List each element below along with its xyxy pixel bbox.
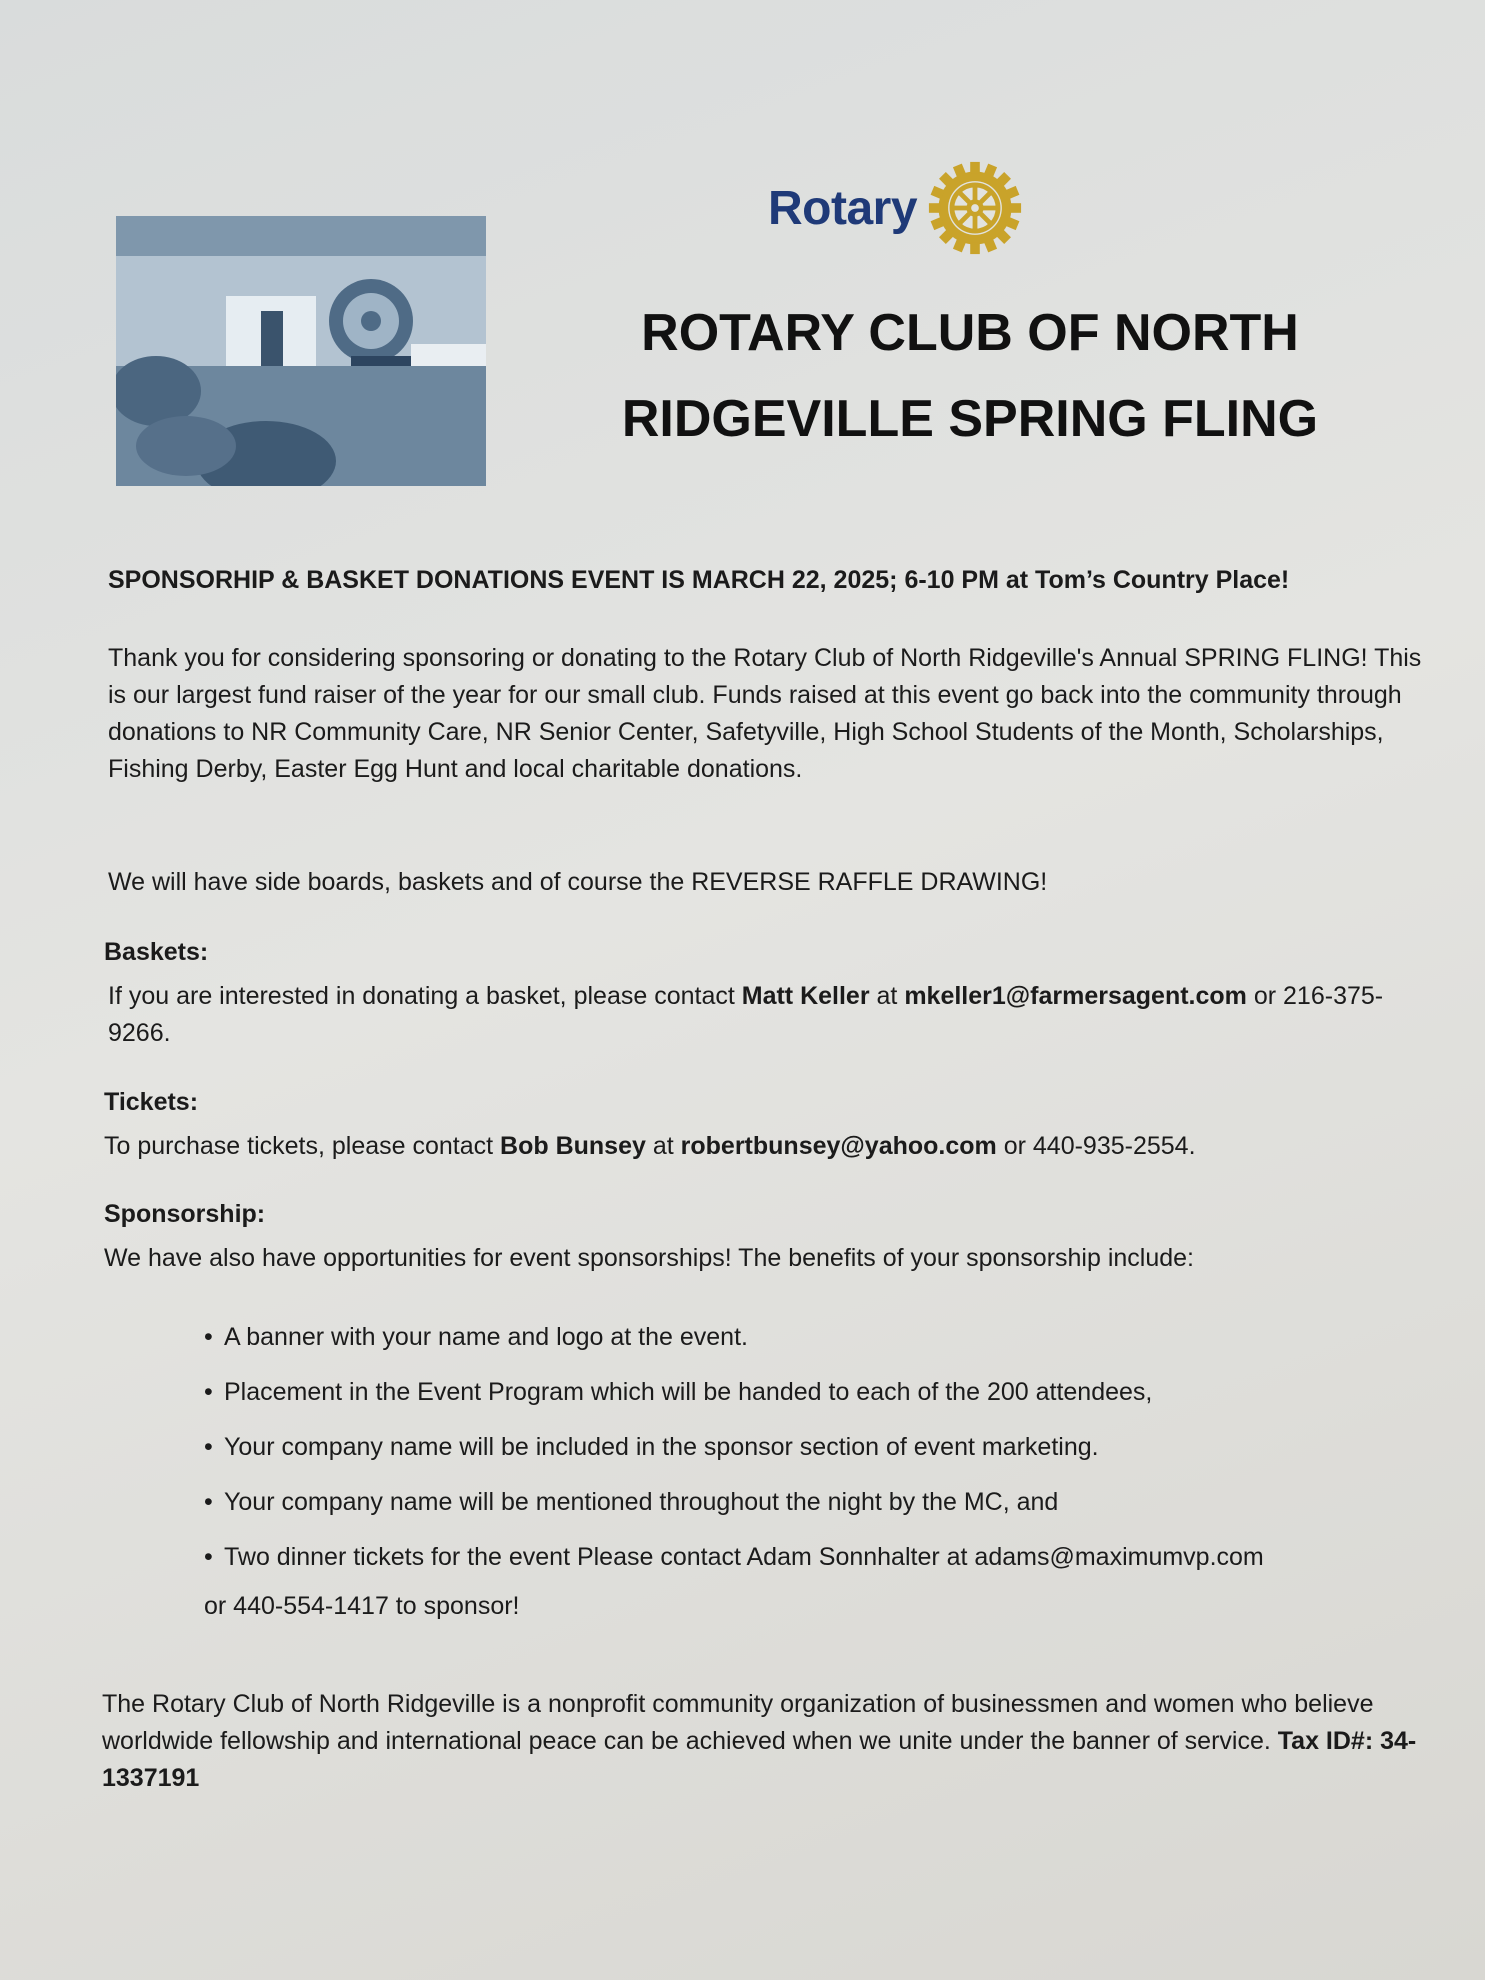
intro-paragraph: Thank you for considering sponsoring or donating to the Rotary Club of North Ridgeville's Annual SPRING FLING! This is our largest fund raiser of the year for our small club. Funds raised at this event go back into the community through donations to NR Community Care, NR Senior Center, Safetyville, High School Students of the Month, Scholarships, Fishing Derby, Easter Egg Hunt and local charitable donations.: [108, 644, 1422, 783]
sponsorship-benefits-list: [204, 1310, 1264, 1585]
club-description: [102, 1686, 1422, 1797]
sponsorship-paragraph: We have also have opportunities for event sponsorships! The benefits of your sponsorship include:: [104, 1244, 1195, 1272]
tickets-heading: Tickets:: [104, 1088, 199, 1116]
list-item: [204, 1365, 1264, 1420]
bullet-icon: •: [204, 1433, 213, 1461]
list-item: [204, 1310, 1264, 1365]
rotary-logo-word: Rotary: [768, 181, 918, 235]
bullet-icon: •: [204, 1378, 213, 1406]
baskets-heading: Baskets:: [104, 938, 209, 966]
tickets-pre: To purchase tickets, please contact: [104, 1132, 501, 1160]
flyer-title: [620, 290, 1320, 462]
benefit-text: Placement in the Event Program which will be handed to each of the 200 attendees,: [224, 1378, 1153, 1406]
rotary-wheel-icon: [927, 160, 1023, 256]
club-description-text: The Rotary Club of North Ridgeville is a nonprofit community organization of businessmen and women who believe worldwide fellowship and international peace can be achieved when we unite under the banner of service.: [102, 1690, 1374, 1755]
bullet-icon: •: [204, 1488, 213, 1516]
event-photo-image: [116, 216, 486, 486]
title-line-2: RIDGEVILLE SPRING FLING: [621, 390, 1319, 448]
title-line-1: ROTARY CLUB OF NORTH: [641, 304, 1299, 362]
tickets-post: or 440-935-2554.: [996, 1132, 1196, 1160]
tickets-email[interactable]: robertbunsey@yahoo.com: [680, 1132, 997, 1160]
baskets-pre: If you are interested in donating a basket, please contact: [108, 982, 742, 1010]
benefit-text: A banner with your name and logo at the event.: [224, 1323, 748, 1351]
event-photo: [116, 216, 486, 486]
bullet-icon: •: [204, 1543, 213, 1571]
bullet-icon: •: [204, 1323, 213, 1351]
list-item: [204, 1530, 1264, 1585]
baskets-contact-name: Matt Keller: [741, 982, 870, 1010]
baskets-mid: at: [869, 982, 905, 1010]
baskets-email[interactable]: mkeller1@farmersagent.com: [904, 982, 1247, 1010]
list-item: [204, 1475, 1264, 1530]
baskets-paragraph: [108, 978, 1428, 1052]
benefit-text: Your company name will be mentioned throughout the night by the MC, and: [224, 1488, 1059, 1516]
sponsorship-heading: Sponsorship:: [104, 1200, 266, 1228]
tickets-paragraph: [104, 1128, 1424, 1165]
benefit-text: Your company name will be included in the sponsor section of event marketing.: [224, 1433, 1099, 1461]
tickets-contact-name: Bob Bunsey: [500, 1132, 646, 1160]
benefit-text: Two dinner tickets for the event Please contact Adam Sonnhalter at adams@maximumvp.com: [224, 1543, 1264, 1571]
tickets-mid: at: [645, 1132, 681, 1160]
tax-id: Tax ID#: 34-1337191: [102, 1727, 1417, 1792]
rotary-logo: [768, 160, 1023, 256]
boards-paragraph: We will have side boards, baskets and of course the REVERSE RAFFLE DRAWING!: [108, 868, 1048, 896]
list-item: [204, 1420, 1264, 1475]
baskets-post: or 216-375-9266.: [108, 982, 1384, 1047]
event-headline: SPONSORHIP & BASKET DONATIONS EVENT IS MARCH 22, 2025; 6-10 PM at Tom’s Country Place!: [108, 566, 1290, 594]
sponsorship-contact-continuation: or 440-554-1417 to sponsor!: [204, 1592, 520, 1620]
